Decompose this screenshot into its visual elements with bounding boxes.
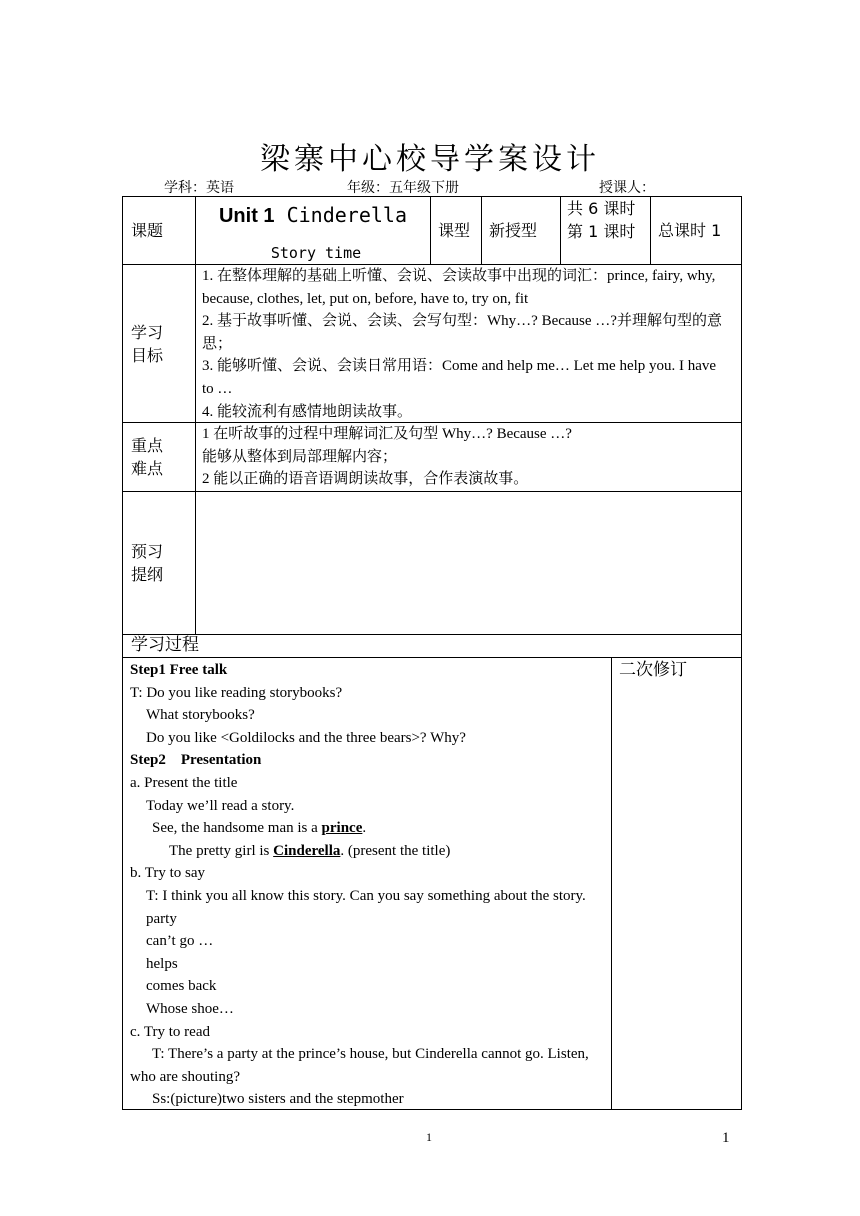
revision-label: 二次修订 <box>619 660 687 680</box>
process-line: The pretty girl is Cinderella. (present the title) <box>169 842 451 859</box>
unit-name: Cinderella <box>274 203 407 227</box>
goal-line: to … <box>202 380 233 397</box>
step1-heading: Step1 Free talk <box>130 662 228 678</box>
goal-line: 思； <box>202 335 233 352</box>
process-line: T: Do you like reading storybooks? <box>130 684 343 701</box>
page-title: 梁寨中心校导学案设计 <box>260 142 600 177</box>
process-line: b. Try to say <box>130 865 206 882</box>
goals-content <box>202 265 737 423</box>
hours-total: 共 6 课时 <box>567 199 636 218</box>
keypoint-line: 1 在听故事的过程中理解词汇及句型 Why…? Because …? <box>202 426 572 442</box>
process-line: helps <box>146 955 178 972</box>
process-line: See, the handsome man is a prince. <box>152 820 367 837</box>
keyword-prince: prince <box>321 820 363 837</box>
page-number-center: 1 <box>426 1130 432 1144</box>
goal-line: 3. 能够听懂、会说、会读日常用语：Come and help me… Let me help you. I have <box>202 358 717 375</box>
unit-number: Unit 1 <box>218 205 275 227</box>
type-value: 新授型 <box>489 221 538 240</box>
process-line: can’t go … <box>146 933 214 950</box>
step2-heading: Step2 Presentation <box>130 752 262 769</box>
process-line: c. Try to read <box>130 1023 210 1040</box>
process-line: Ss:(picture)two sisters and the stepmother <box>152 1091 404 1108</box>
goals-label: 学习 目标 <box>131 323 164 365</box>
type-label: 课型 <box>438 221 471 240</box>
process-line: Do you like <Goldilocks and the three bears>? Why? <box>146 729 466 746</box>
page-number-right: 1 <box>722 1130 730 1146</box>
goal-line: 2. 基于故事听懂、会说、会读、会写句型：Why…? Because …?并理解句型的意 <box>202 313 722 330</box>
process-line: T: I think you all know this story. Can you say something about the story. <box>146 887 586 904</box>
topic-label: 课题 <box>131 221 164 240</box>
keypoint-line: 能够从整体到局部理解内容； <box>202 448 398 465</box>
keypoint-line: 2 能以正确的语音语调朗读故事，合作表演故事。 <box>202 471 529 488</box>
subject-field: 学科：英语 <box>164 180 234 196</box>
goal-line: 4. 能较流利有感情地朗读故事。 <box>202 403 413 420</box>
unit-title <box>196 203 430 228</box>
grade-field: 年级：五年级下册 <box>347 180 459 196</box>
hours-current: 第 1 课时 <box>567 222 636 241</box>
unit-subtitle: Story time <box>270 244 362 262</box>
process-content <box>130 659 608 1111</box>
teacher-field: 授课人： <box>599 180 655 196</box>
keypoints-label: 重点 难点 <box>131 436 164 478</box>
process-line: What storybooks? <box>146 707 255 724</box>
process-label: 学习过程 <box>131 635 199 655</box>
goal-line: 1. 在整体理解的基础上听懂、会说、会读故事中出现的词汇：prince, fairy, why, <box>202 268 716 284</box>
process-line: a. Present the title <box>130 774 238 791</box>
process-line: party <box>146 910 177 927</box>
process-line: who are shouting? <box>130 1068 240 1085</box>
preview-label: 预习 提纲 <box>131 542 164 584</box>
keypoints-content <box>202 423 737 491</box>
process-line: T: There’s a party at the prince’s house, but Cinderella cannot go. Listen, <box>152 1046 589 1063</box>
keyword-cinderella: Cinderella <box>273 842 341 859</box>
process-line: comes back <box>146 978 217 995</box>
process-line: Whose shoe… <box>146 1000 234 1017</box>
goal-line: because, clothes, let, put on, before, have to, try on, fit <box>202 290 529 307</box>
total-hours: 总课时 1 <box>658 221 722 240</box>
process-line: Today we’ll read a story. <box>146 797 295 814</box>
